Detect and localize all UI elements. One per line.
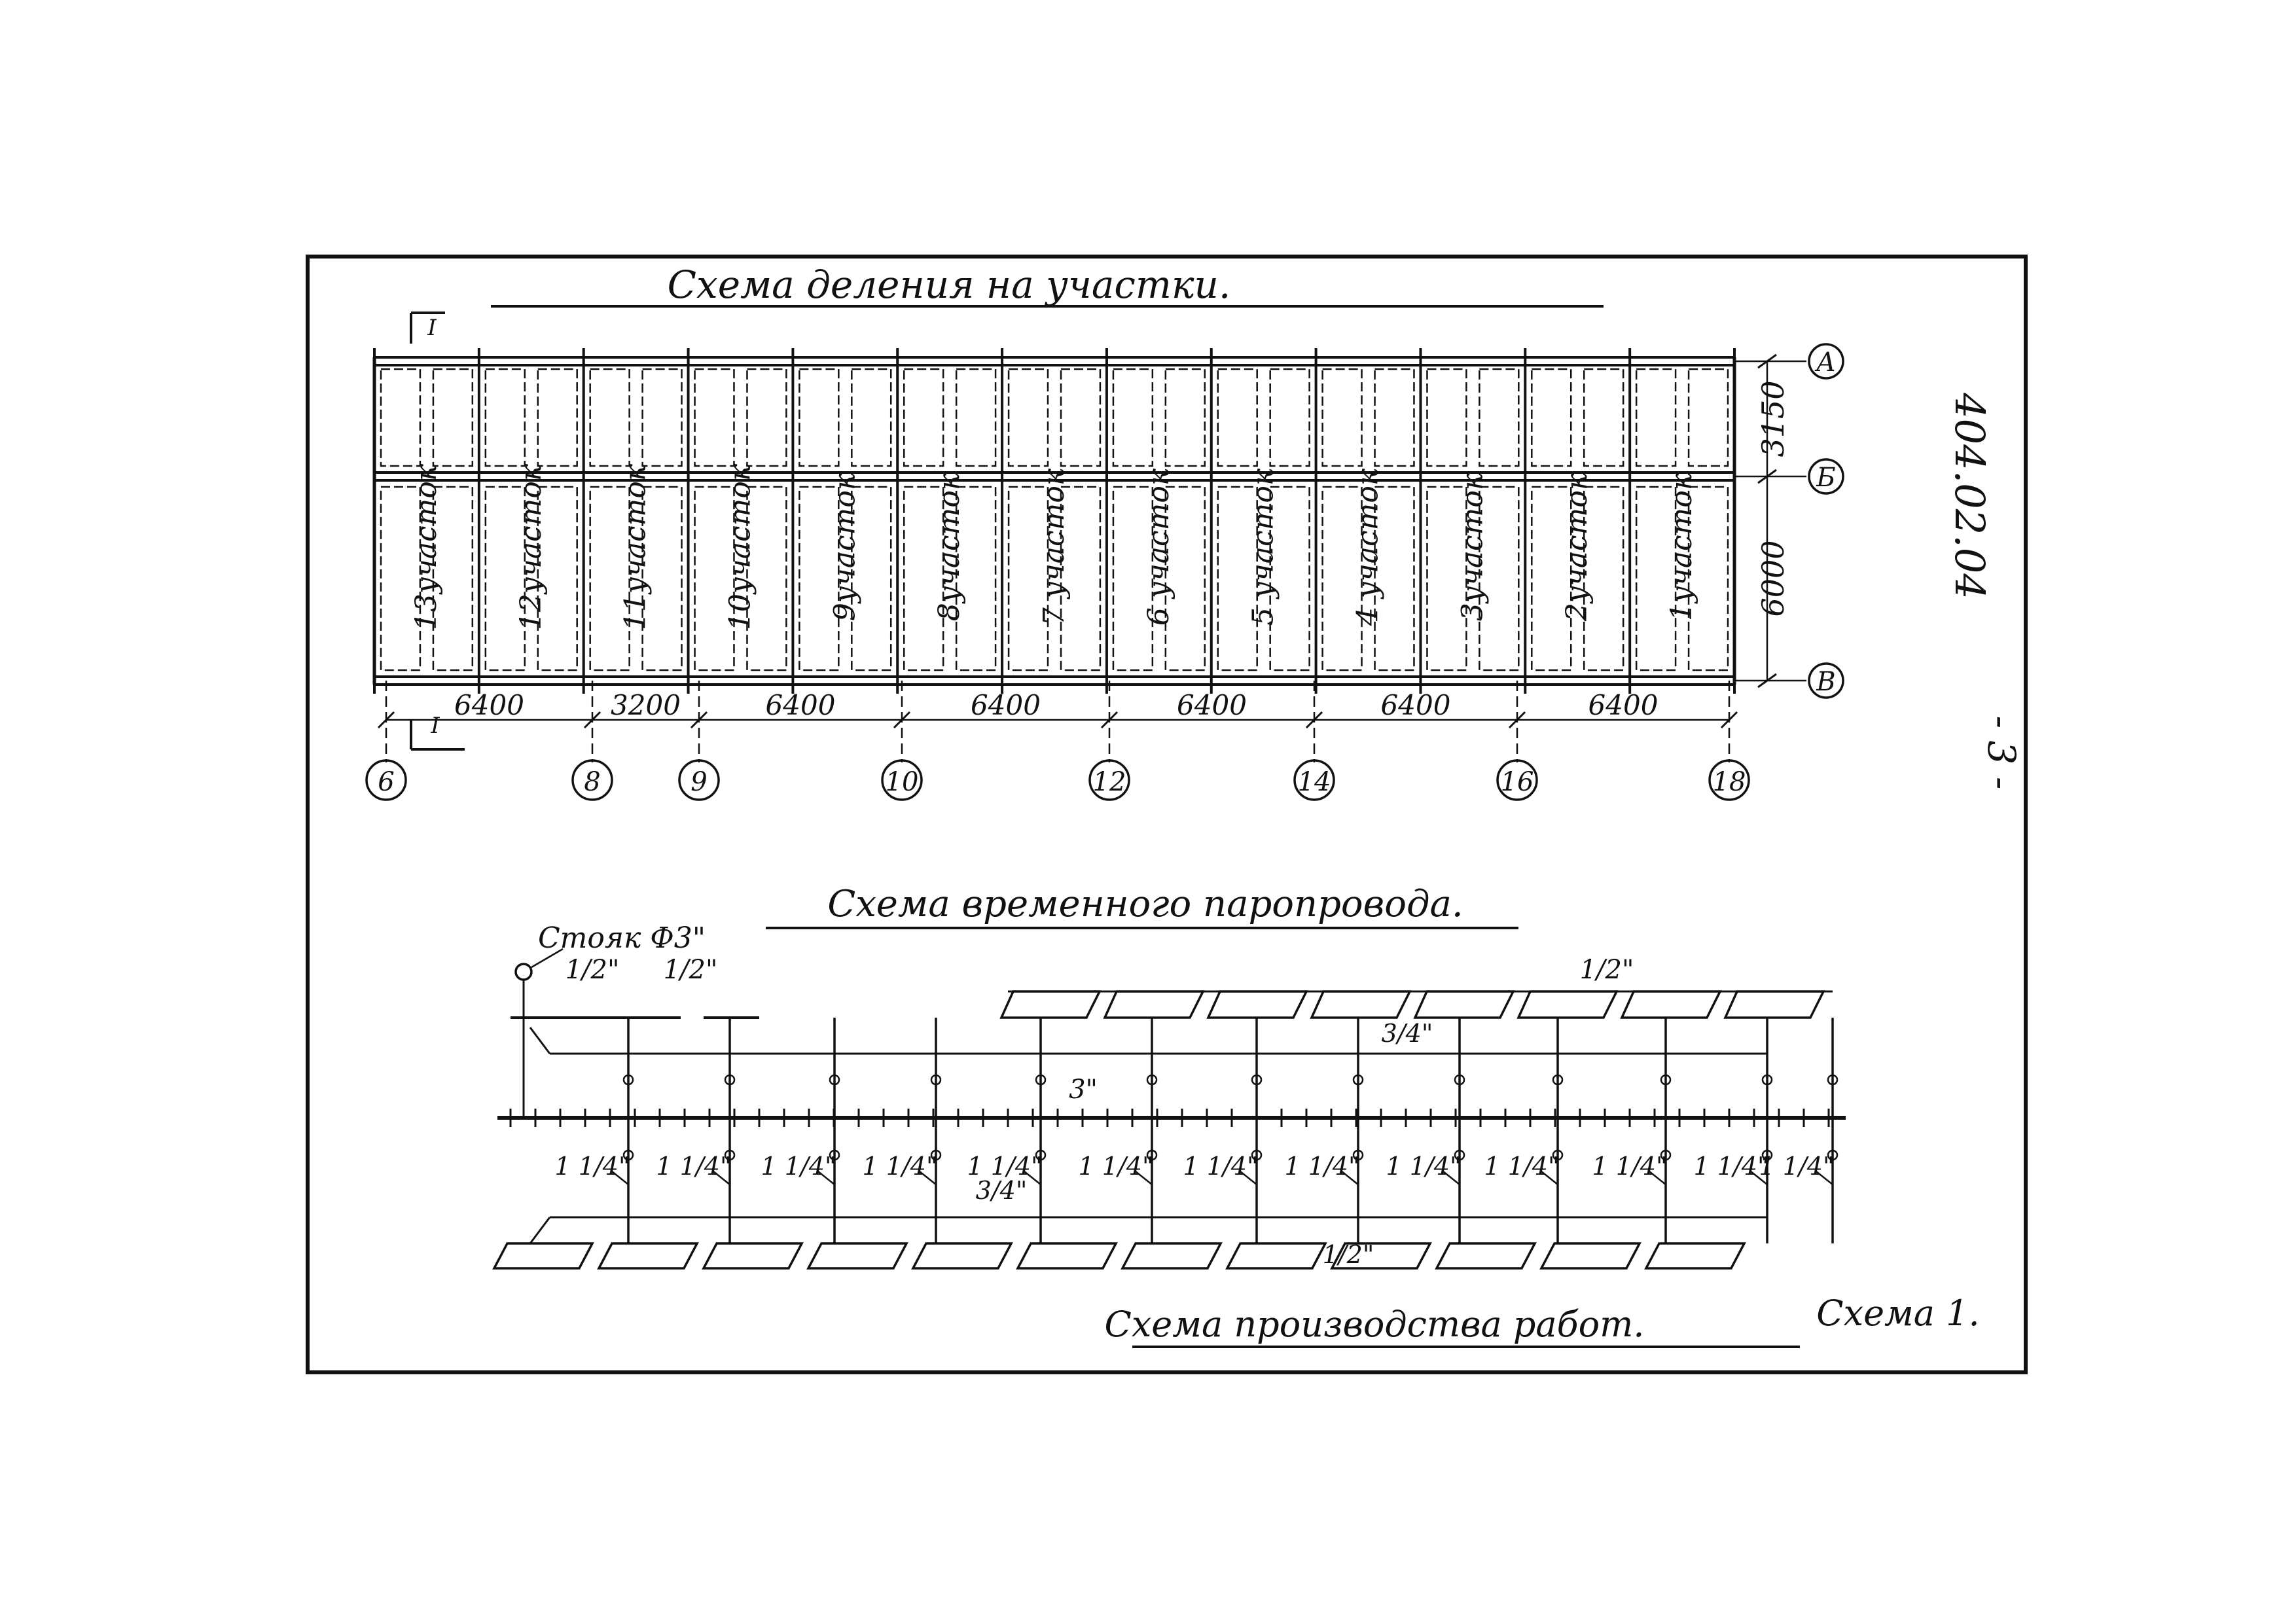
panel-top — [1061, 369, 1100, 466]
span-dim-label: 6400 — [765, 689, 836, 721]
section-label: 4 участок — [1351, 468, 1385, 626]
panel-top — [904, 369, 943, 466]
branch-size-label: 1 1/4" — [967, 1152, 1043, 1181]
heater-register — [1541, 1243, 1640, 1268]
branch-size-label: 1 1/4" — [1386, 1152, 1462, 1181]
span-dim-label: 3200 — [611, 689, 681, 721]
panel-top — [590, 369, 630, 466]
col-axis-label: 18 — [1712, 767, 1746, 797]
row-axis-label: А — [1816, 348, 1837, 378]
panel-top — [1166, 369, 1205, 466]
heater-register — [1518, 991, 1617, 1018]
branch-size-label: 1 1/4" — [1592, 1152, 1668, 1181]
section-label: 9участок — [828, 473, 862, 622]
panel-top — [1270, 369, 1310, 466]
span-dim-label: 6400 — [454, 689, 524, 721]
branch-size-label: 1 1/4" — [1759, 1152, 1835, 1181]
col-axis-label: 6 — [378, 767, 395, 797]
panel-top — [486, 369, 525, 466]
panel-top — [538, 369, 577, 466]
heater-register — [1646, 1243, 1744, 1268]
section-label: 10участок — [723, 463, 757, 631]
panel-top — [852, 369, 891, 466]
branch-size-label: 1 1/4" — [1183, 1152, 1259, 1181]
panel-top — [1689, 369, 1728, 466]
heater-register — [704, 1243, 802, 1268]
footer-caption: Схема производства работ. — [1104, 1304, 1645, 1345]
panel-top — [956, 369, 996, 466]
heater-register — [1018, 1243, 1116, 1268]
panel-top — [1009, 369, 1048, 466]
col-axis-label: 10 — [885, 767, 919, 797]
doc-code: 404.02.04 — [1946, 393, 1994, 599]
branch-size-label: 1 1/4" — [1284, 1152, 1360, 1181]
row-axis-label: Б — [1816, 463, 1836, 493]
heater-register — [1227, 1243, 1325, 1268]
pipe-size-label: 1/2" — [663, 955, 718, 985]
section-label: 8участок — [933, 473, 967, 622]
section-label: 6 участок — [1141, 468, 1175, 626]
panel-top — [1584, 369, 1623, 466]
panel-top — [1375, 369, 1414, 466]
col-axis-label: 12 — [1092, 767, 1126, 797]
panel-top — [747, 369, 786, 466]
row-axis-label: В — [1816, 667, 1836, 697]
pipe-size-label: 3/4" — [975, 1176, 1028, 1205]
row-dim-label: 3150 — [1755, 380, 1791, 457]
section-plan — [367, 313, 1843, 800]
section-label: 12участок — [514, 463, 548, 631]
panel-top — [1323, 369, 1362, 466]
branch-size-label: 1 1/4" — [862, 1152, 938, 1181]
pipe-size-label: 1/2" — [565, 955, 620, 985]
span-dim-label: 6400 — [1177, 689, 1247, 721]
lower-collector — [530, 1217, 550, 1243]
steam-pipe-diagram — [494, 921, 1846, 1269]
plan-title: Схема деления на участки. — [667, 262, 1231, 307]
section-label: 7 участок — [1037, 468, 1071, 626]
section-label: 11участок — [619, 463, 653, 631]
section-label: 5 участок — [1246, 468, 1280, 626]
heater-register — [1437, 1243, 1535, 1268]
branch-size-label: 1 1/4" — [1078, 1152, 1154, 1181]
panel-top — [695, 369, 734, 466]
branch-size-label: 1 1/4" — [1693, 1152, 1769, 1181]
heater-register — [1001, 991, 1100, 1018]
col-axis-label: 8 — [584, 767, 601, 797]
branch-size-label: 1 1/4" — [761, 1152, 836, 1181]
pipe-size-label: 3/4" — [1381, 1019, 1433, 1048]
section-label: 2участок — [1560, 473, 1594, 622]
section-label: 1участок — [1665, 473, 1699, 622]
section-label: 3участок — [1456, 473, 1490, 622]
section-cut-label: I — [431, 713, 440, 739]
heater-register — [1622, 991, 1720, 1018]
panel-top — [1636, 369, 1676, 466]
heater-register — [494, 1243, 592, 1268]
panel-top — [381, 369, 420, 466]
heater-register — [1725, 991, 1823, 1018]
scheme-number: Схема 1. — [1816, 1293, 1980, 1334]
riser-label: Стояк Ф3" — [537, 921, 706, 955]
panel-top — [1427, 369, 1466, 466]
panel-top — [799, 369, 838, 466]
span-dim-label: 6400 — [971, 689, 1041, 721]
heater-register — [1312, 991, 1410, 1018]
col-axis-label: 14 — [1297, 767, 1331, 797]
panel-top — [643, 369, 682, 466]
heater-register — [1208, 991, 1306, 1018]
col-axis-label: 16 — [1500, 767, 1534, 797]
span-dim-label: 6400 — [1588, 689, 1659, 721]
heater-register — [1122, 1243, 1221, 1268]
heater-register — [1105, 991, 1203, 1018]
section-label: 13участок — [409, 463, 443, 631]
panel-top — [1532, 369, 1571, 466]
pipe-size-label: 1/2" — [1322, 1240, 1374, 1269]
branch-size-label: 1 1/4" — [656, 1152, 732, 1181]
heater-register — [599, 1243, 697, 1268]
panel-top — [1113, 369, 1153, 466]
heater-register — [913, 1243, 1011, 1268]
main-size-label: 3" — [1069, 1075, 1098, 1105]
panel-top — [433, 369, 473, 466]
section-cut-label: I — [427, 315, 437, 341]
riser-marker — [516, 964, 531, 980]
heater-register — [808, 1243, 906, 1268]
branch-size-label: 1 1/4" — [554, 1152, 630, 1181]
col-axis-label: 9 — [691, 767, 708, 797]
span-dim-label: 6400 — [1380, 689, 1451, 721]
panel-top — [1218, 369, 1257, 466]
steam-title: Схема временного паропровода. — [827, 883, 1463, 925]
branch-size-label: 1 1/4" — [1484, 1152, 1560, 1181]
panel-top — [1479, 369, 1518, 466]
row-dim-label: 6000 — [1755, 540, 1791, 617]
page-number: - 3 - — [1979, 715, 2024, 790]
pipe-size-label: 1/2" — [1579, 955, 1634, 985]
upper-collector — [530, 1027, 550, 1054]
heater-register — [1415, 991, 1513, 1018]
